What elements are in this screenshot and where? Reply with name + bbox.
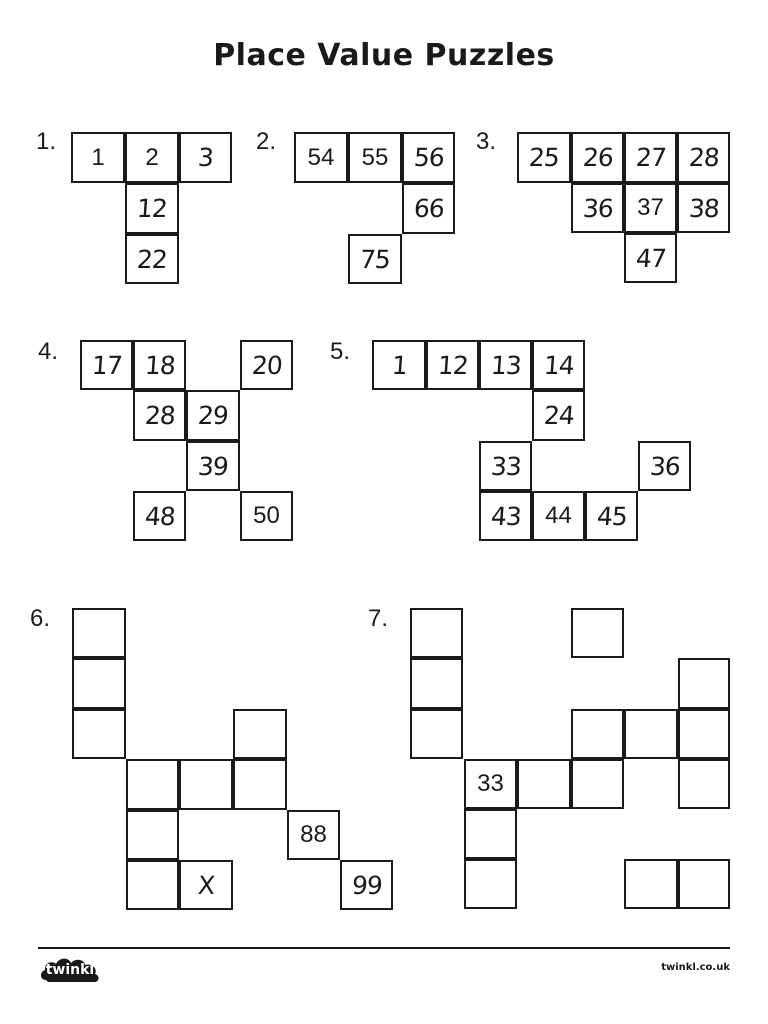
cell-value: 27	[634, 143, 667, 172]
empty-cell	[233, 709, 287, 759]
cell-value: 29	[197, 401, 229, 430]
page-title: Place Value Puzzles	[213, 38, 555, 73]
cell-value: 33	[489, 451, 522, 481]
cell-value: 12	[436, 350, 469, 380]
number-cell	[80, 340, 133, 390]
website-url: twinkl.co.uk	[661, 962, 730, 973]
empty-cell	[233, 759, 287, 810]
empty-cell	[410, 709, 463, 759]
puzzle-number: 1.	[36, 128, 57, 155]
empty-cell	[517, 759, 571, 809]
cell-value: 12	[136, 194, 168, 223]
empty-cell	[624, 859, 678, 909]
cell-value: 43	[489, 501, 522, 531]
empty-cell	[72, 608, 126, 658]
cell-value: 22	[136, 244, 168, 274]
empty-cell	[571, 608, 624, 658]
cell-value: 47	[634, 243, 667, 273]
cell-value: 28	[687, 143, 720, 172]
empty-cell	[410, 608, 463, 658]
cell-value: 50	[253, 502, 280, 529]
number-cell	[125, 132, 179, 183]
number-cell	[133, 491, 186, 541]
number-cell	[638, 441, 691, 491]
cell-value: 54	[307, 143, 335, 171]
number-cell	[348, 234, 402, 284]
cell-value: X	[196, 870, 216, 900]
number-cell	[372, 340, 426, 390]
empty-cell	[126, 759, 179, 810]
cell-value: 38	[687, 193, 720, 223]
empty-cell	[624, 709, 678, 759]
empty-cell	[678, 759, 730, 809]
puzzle-number: 5.	[330, 338, 351, 365]
number-cell	[585, 491, 638, 541]
number-cell	[479, 441, 532, 491]
cell-value: 25	[528, 143, 560, 172]
cell-value: 14	[542, 350, 575, 380]
number-cell	[677, 183, 730, 233]
cell-value: 56	[412, 143, 445, 172]
number-cell	[340, 860, 393, 910]
empty-cell	[410, 658, 463, 709]
twinkl-logo	[38, 952, 102, 988]
cell-value: 18	[143, 350, 176, 380]
puzzle-number: 3.	[476, 128, 497, 155]
number-cell	[287, 810, 340, 860]
number-cell	[624, 233, 677, 283]
number-cell	[571, 132, 624, 183]
empty-cell	[126, 810, 179, 860]
cell-value: 36	[581, 193, 614, 223]
number-cell	[624, 132, 677, 183]
cell-value: 13	[489, 350, 522, 380]
empty-cell	[464, 809, 517, 859]
number-cell	[532, 340, 585, 390]
number-cell	[532, 390, 585, 441]
puzzle-number: 2.	[256, 128, 277, 155]
number-cell	[125, 234, 179, 284]
cell-value: 24	[542, 401, 575, 430]
empty-cell	[678, 709, 730, 759]
empty-cell	[464, 859, 517, 909]
number-cell	[186, 390, 240, 441]
cell-value: 20	[250, 350, 283, 380]
logo-text: twinkl	[45, 962, 95, 978]
cell-value: 99	[350, 870, 383, 900]
cell-value: 48	[143, 501, 176, 531]
puzzle-number: 6.	[30, 605, 51, 632]
cell-value: 1	[390, 350, 408, 380]
number-cell	[179, 860, 233, 910]
number-cell	[71, 132, 125, 183]
number-cell	[624, 183, 677, 233]
number-cell	[240, 491, 293, 541]
puzzle-number: 4.	[38, 338, 59, 365]
number-cell	[571, 183, 624, 233]
cell-value: 1	[91, 143, 105, 171]
cell-value: 2	[145, 143, 159, 171]
number-cell	[479, 340, 532, 390]
number-cell	[125, 183, 179, 234]
empty-cell	[179, 759, 233, 810]
cell-value: 88	[300, 821, 327, 848]
cell-value: 3	[197, 143, 214, 172]
empty-cell	[72, 709, 126, 759]
number-cell	[532, 491, 585, 541]
cell-value: 66	[412, 194, 445, 223]
cell-value: 17	[90, 350, 123, 380]
cell-value: 55	[361, 143, 389, 171]
number-cell	[179, 132, 232, 183]
empty-cell	[678, 658, 730, 709]
number-cell	[294, 132, 348, 183]
cell-value: 28	[143, 401, 176, 430]
number-cell	[426, 340, 479, 390]
empty-cell	[571, 709, 624, 759]
number-cell	[464, 759, 517, 809]
puzzle-number: 7.	[368, 605, 389, 632]
empty-cell	[678, 859, 730, 909]
cell-value: 45	[595, 501, 628, 531]
cell-value: 37	[637, 194, 664, 221]
cell-value: 75	[359, 244, 391, 274]
number-cell	[479, 491, 532, 541]
number-cell	[133, 340, 186, 390]
number-cell	[402, 183, 455, 234]
number-cell	[348, 132, 402, 183]
cell-value: 36	[648, 451, 681, 481]
empty-cell	[126, 860, 179, 910]
cell-value: 44	[545, 502, 572, 529]
empty-cell	[571, 759, 624, 809]
cell-value: 26	[581, 143, 614, 172]
number-cell	[186, 441, 240, 491]
footer-divider	[38, 947, 730, 949]
number-cell	[402, 132, 455, 183]
cell-value: 39	[197, 451, 229, 481]
number-cell	[133, 390, 186, 441]
empty-cell	[72, 658, 126, 709]
number-cell	[517, 132, 571, 183]
cell-value: 33	[477, 770, 504, 797]
number-cell	[240, 340, 293, 390]
number-cell	[677, 132, 730, 183]
